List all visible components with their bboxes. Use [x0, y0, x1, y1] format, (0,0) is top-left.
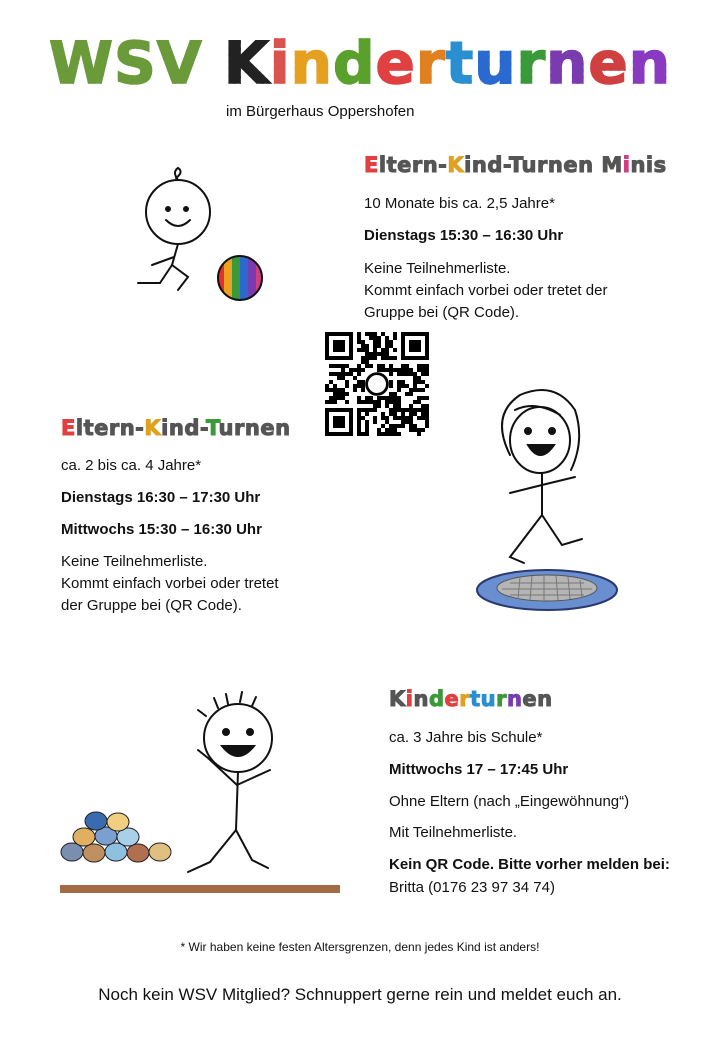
heading-eltern-letter: n: [244, 416, 261, 440]
title-letter: t: [445, 29, 475, 97]
heading-minis-letter: n: [547, 153, 564, 177]
heading-minis-letter: e: [563, 153, 579, 177]
heading-kinder-letter: i: [405, 687, 414, 711]
heading-kinder-letter: n: [506, 687, 523, 711]
title-letter: K: [223, 29, 270, 97]
heading-minis-letter: n: [422, 153, 439, 177]
title-letter: u: [474, 29, 517, 97]
heading-eltern-letter: r: [108, 416, 120, 440]
heading-minis-letter: d: [487, 153, 503, 177]
heading-minis-letter: n: [630, 153, 646, 177]
title-letter: [203, 29, 224, 97]
heading-minis-letter: E: [364, 153, 379, 177]
kinder-contact: Britta (0176 23 97 34 74): [389, 879, 555, 896]
heading-minis-letter: n: [471, 153, 488, 177]
heading-minis-letter: M: [601, 153, 623, 177]
title-letter: S: [113, 29, 157, 97]
title-letter: n: [628, 29, 672, 97]
heading-eltern-letter: l: [75, 416, 84, 440]
title-letter: n: [546, 29, 589, 97]
minis-note: Keine Teilnehmerliste. Kommt einfach vorbei oder tretet der Gruppe bei (QR Code).: [364, 260, 608, 321]
heading-minis-letter: r: [411, 153, 423, 177]
heading-minis-letter: T: [509, 153, 522, 177]
heading-eltern-letter: n: [119, 416, 136, 440]
title-letter: i: [269, 29, 291, 97]
heading-eltern-letter: T: [206, 416, 219, 440]
girl-trampoline-icon: [470, 385, 620, 625]
heading-minis-letter: K: [447, 153, 465, 177]
heading-eltern-letter: K: [144, 416, 162, 440]
title-letter: V: [156, 29, 203, 97]
heading-eltern-letter: t: [83, 416, 95, 440]
heading-kinder-letter: n: [537, 687, 553, 711]
heading-kinder-letter: K: [389, 687, 406, 711]
heading-eltern-letter: n: [168, 416, 185, 440]
eltern-time-tuesday: Dienstags 16:30 – 17:30 Uhr: [61, 489, 261, 506]
heading-minis-letter: r: [537, 153, 548, 177]
title-letter: d: [332, 29, 376, 97]
heading-kinderturnen: [389, 686, 553, 712]
heading-minis-letter: t: [386, 153, 398, 177]
title-letter: W: [48, 29, 114, 97]
title-letter: r: [415, 29, 446, 97]
footnote: * Wir haben keine festen Altersgrenzen, denn jedes Kind ist anders!: [180, 940, 540, 954]
page-subtitle: im Bürgerhaus Oppershofen: [226, 103, 415, 120]
kid-stickfigure-icon: [58, 690, 348, 900]
eltern-note: Keine Teilnehmerliste. Kommt einfach vorbei oder tretet der Gruppe bei (QR Code).: [61, 553, 279, 614]
heading-minis-letter: u: [521, 153, 537, 177]
minis-time: Dienstags 15:30 – 16:30 Uhr: [364, 227, 564, 244]
heading-eltern-letter: r: [234, 416, 245, 440]
heading-eltern-letter: d: [184, 416, 200, 440]
title-letter: e: [588, 29, 629, 97]
heading-minis-letter: s: [653, 153, 667, 177]
heading-kinder-letter: d: [428, 687, 445, 711]
heading-minis-letter: l: [378, 153, 387, 177]
kinder-note-parents: Ohne Eltern (nach „Eingewöhnung“): [389, 793, 630, 810]
title-letter: n: [290, 29, 333, 97]
kinder-contact-label: Kein QR Code. Bitte vorher melden bei:: [389, 856, 670, 873]
title-letter: r: [516, 29, 547, 97]
heading-kinder-letter: u: [480, 687, 497, 711]
heading-eltern-letter: -: [199, 416, 207, 440]
eltern-age: ca. 2 bis ca. 4 Jahre*: [61, 457, 202, 474]
heading-minis-letter: n: [578, 153, 594, 177]
qr-code-icon[interactable]: [325, 332, 429, 436]
ball-icon: [216, 254, 264, 302]
heading-eltern-letter: u: [218, 416, 234, 440]
page-title: [0, 28, 720, 98]
heading-eltern-letter: -: [135, 416, 145, 440]
heading-minis-letter: i: [464, 153, 472, 177]
kinder-time: Mittwochs 17 – 17:45 Uhr: [389, 761, 569, 778]
heading-kinder-letter: e: [444, 687, 460, 711]
heading-eltern-kind: [61, 415, 291, 441]
heading-minis-letter: i: [622, 153, 631, 177]
heading-eltern-letter: e: [260, 416, 276, 440]
kinder-note-list: Mit Teilnehmerliste.: [389, 824, 518, 841]
heading-kinder-letter: r: [459, 687, 471, 711]
heading-minis-letter: -: [438, 153, 448, 177]
minis-age: 10 Monate bis ca. 2,5 Jahre*: [364, 195, 555, 212]
heading-kinder-letter: t: [470, 687, 481, 711]
heading-minis-letter: i: [645, 153, 654, 177]
heading-kinder-letter: r: [496, 687, 507, 711]
title-letter: e: [375, 29, 416, 97]
heading-eltern-letter: n: [275, 416, 291, 440]
eltern-time-wednesday: Mittwochs 15:30 – 16:30 Uhr: [61, 521, 262, 538]
heading-minis-letter: e: [397, 153, 412, 177]
heading-eltern-letter: E: [61, 416, 76, 440]
heading-minis: [364, 152, 667, 178]
footer-cta: Noch kein WSV Mitglied? Schnuppert gerne rein und meldet euch an.: [98, 985, 622, 1004]
heading-eltern-letter: e: [94, 416, 109, 440]
kinder-age: ca. 3 Jahre bis Schule*: [389, 729, 543, 746]
heading-kinder-letter: n: [413, 687, 429, 711]
heading-eltern-letter: i: [161, 416, 169, 440]
heading-kinder-letter: e: [522, 687, 538, 711]
heading-minis-letter: -: [502, 153, 510, 177]
